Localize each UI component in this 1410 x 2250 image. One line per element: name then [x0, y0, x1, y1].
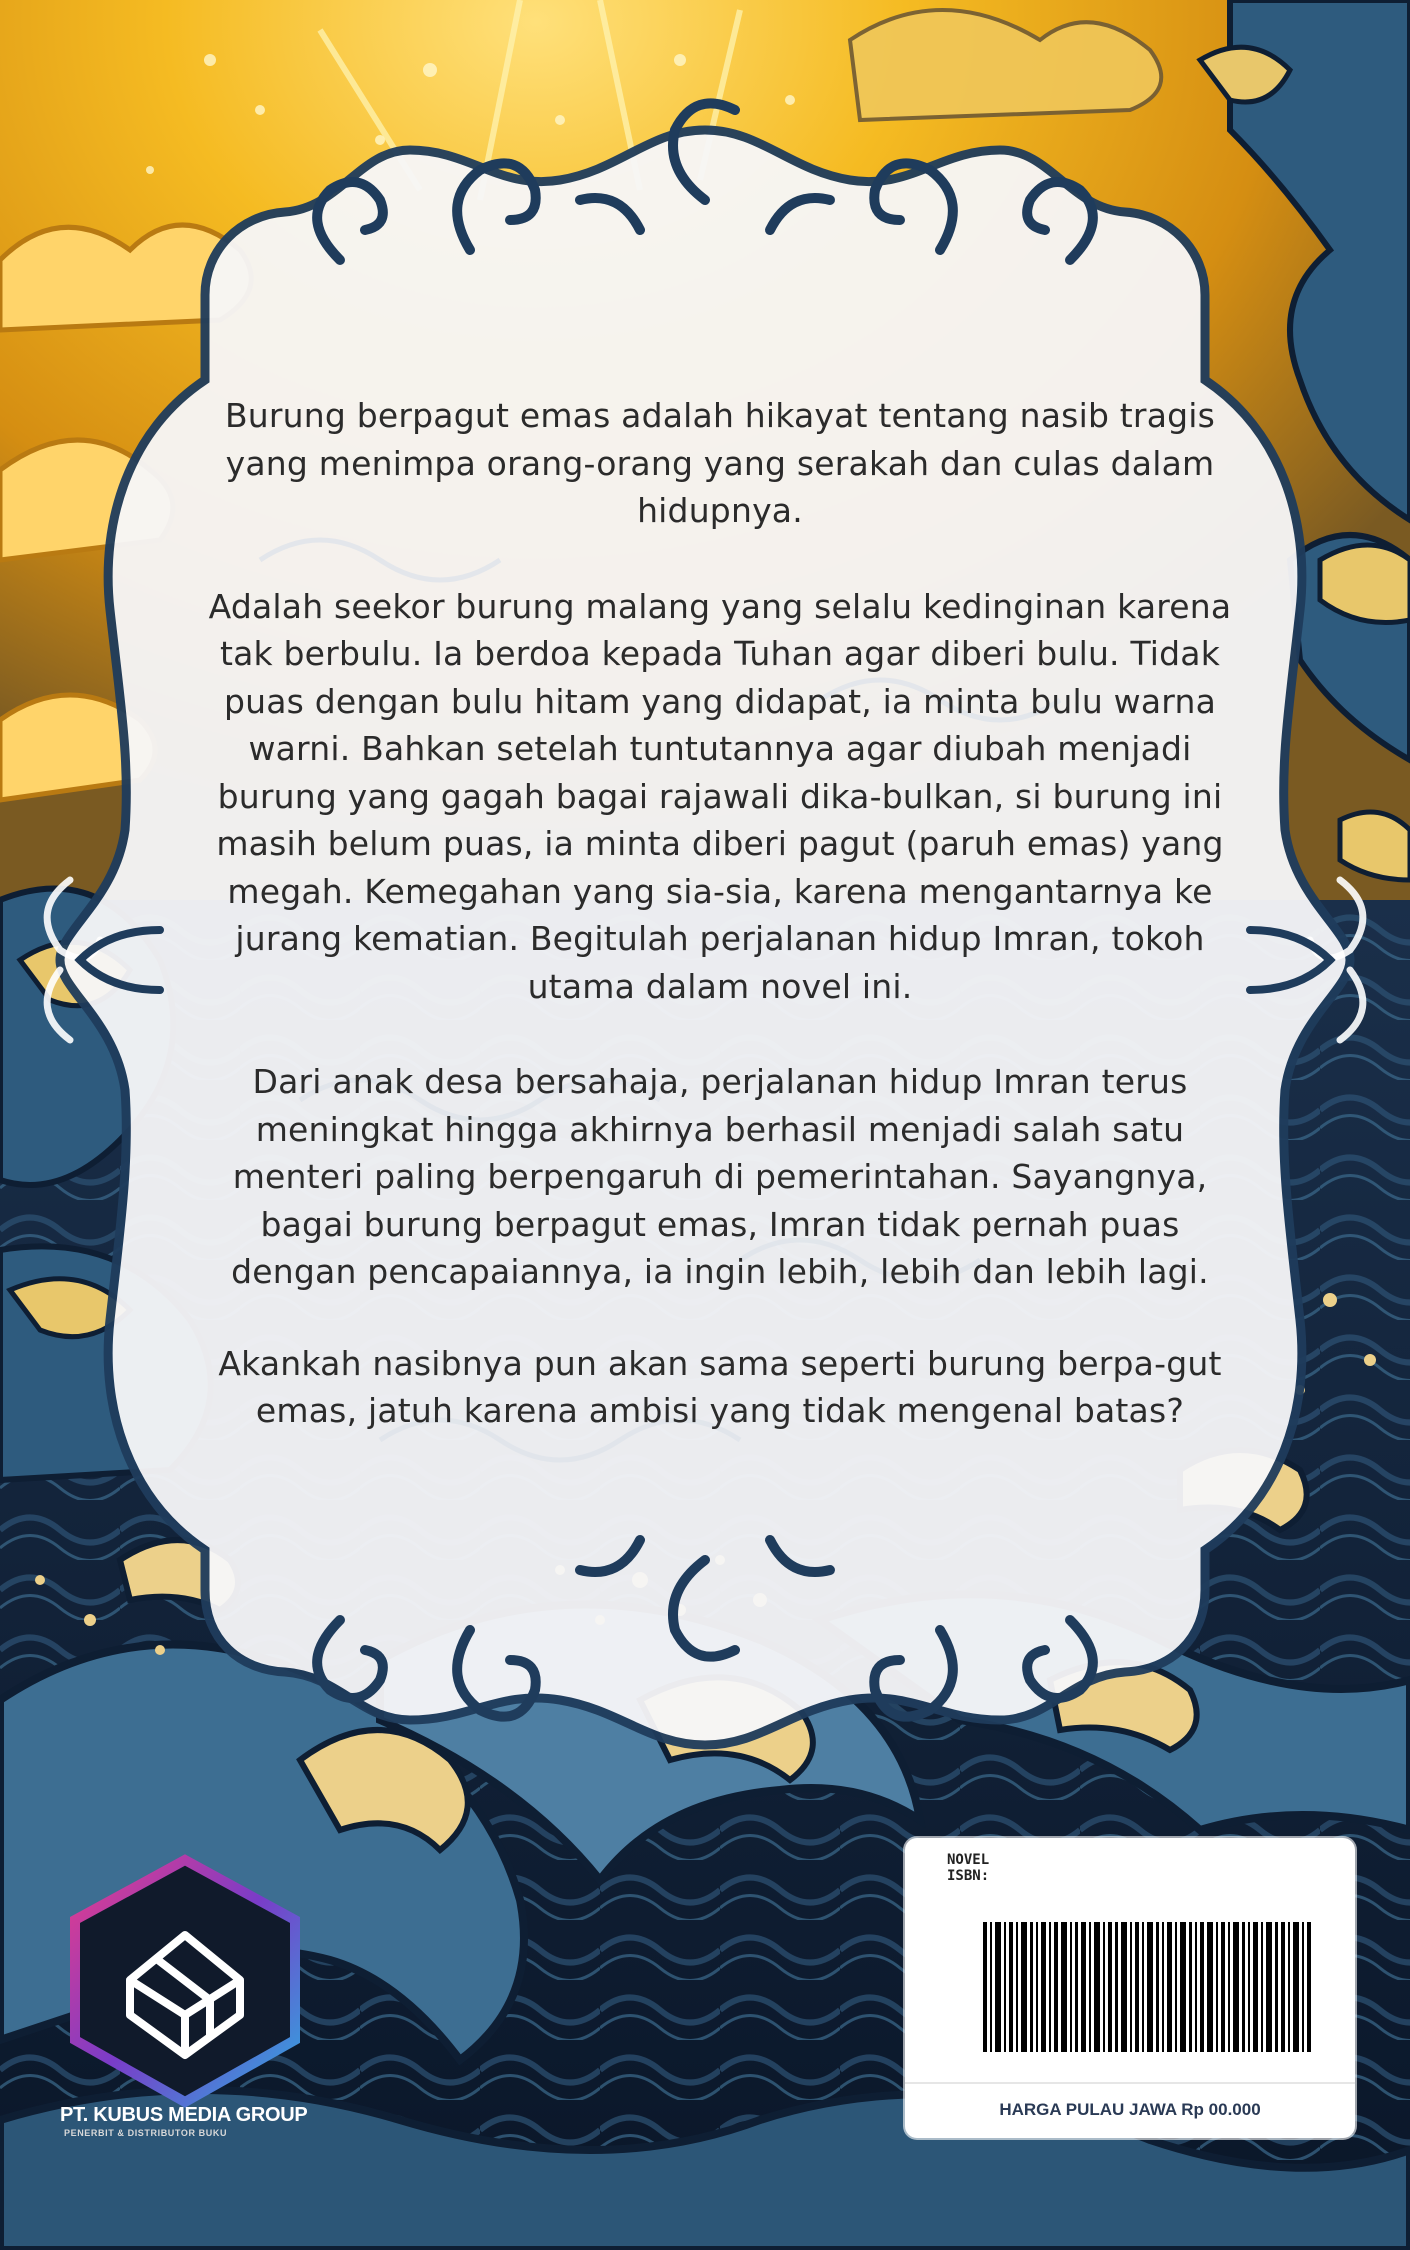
barcode — [983, 1922, 1313, 2052]
blurb-paragraph-2: Adalah seekor burung malang yang selalu kedinginan karena tak berbulu. Ia berdoa kepada Tuhan agar diberi bulu. Tidak puas dengan bulu hitam yang didapat, ia minta bulu warna warni. Bahkan setelah tuntutannya agar diubah menjadi burung yang gagah bagai rajawali dika-bulkan, si burung ini masih belum puas, ia minta diberi pagut (paruh emas) yang megah. Kemegahan yang sia-sia, karena mengantarnya ke jurang kematian. Begitulah perjalanan hidup Imran, tokoh utama dalam novel ini. — [208, 586, 1232, 1006]
price-label: HARGA PULAU JAWA Rp 00.000 — [999, 2100, 1261, 2119]
isbn-barcode-box — [905, 1838, 1355, 2138]
blurb-paragraph-4: Akankah nasibnya pun akan sama seperti burung berpa-gut emas, jatuh karena ambisi yang tidak mengenal batas? — [218, 1343, 1222, 1430]
genre-label: NOVEL — [947, 1852, 990, 1868]
blurb-paragraph-3: Dari anak desa bersahaja, perjalanan hidup Imran terus meningkat hingga akhirnya berhasil menjadi salah satu menteri paling berpengaruh di pemerintahan. Sayangnya, bagai burung berpagut emas, Imran tidak pernah puas dengan pencapaiannya, ia ingin lebih, lebih dan lebih lagi. — [231, 1062, 1209, 1291]
back-cover-blurb — [195, 392, 1245, 1483]
price-divider — [905, 2082, 1355, 2084]
publisher-tagline: PENERBIT & DISTRIBUTOR BUKU — [64, 2128, 228, 2138]
isbn-label: ISBN: — [947, 1868, 990, 1884]
publisher-logo — [50, 1840, 320, 2140]
publisher-name: PT. KUBUS MEDIA GROUP — [60, 2104, 308, 2126]
blurb-paragraph-1: Burung berpagut emas adalah hikayat tentang nasib tragis yang menimpa orang-orang yang serakah dan culas dalam hidupnya. — [224, 396, 1216, 530]
